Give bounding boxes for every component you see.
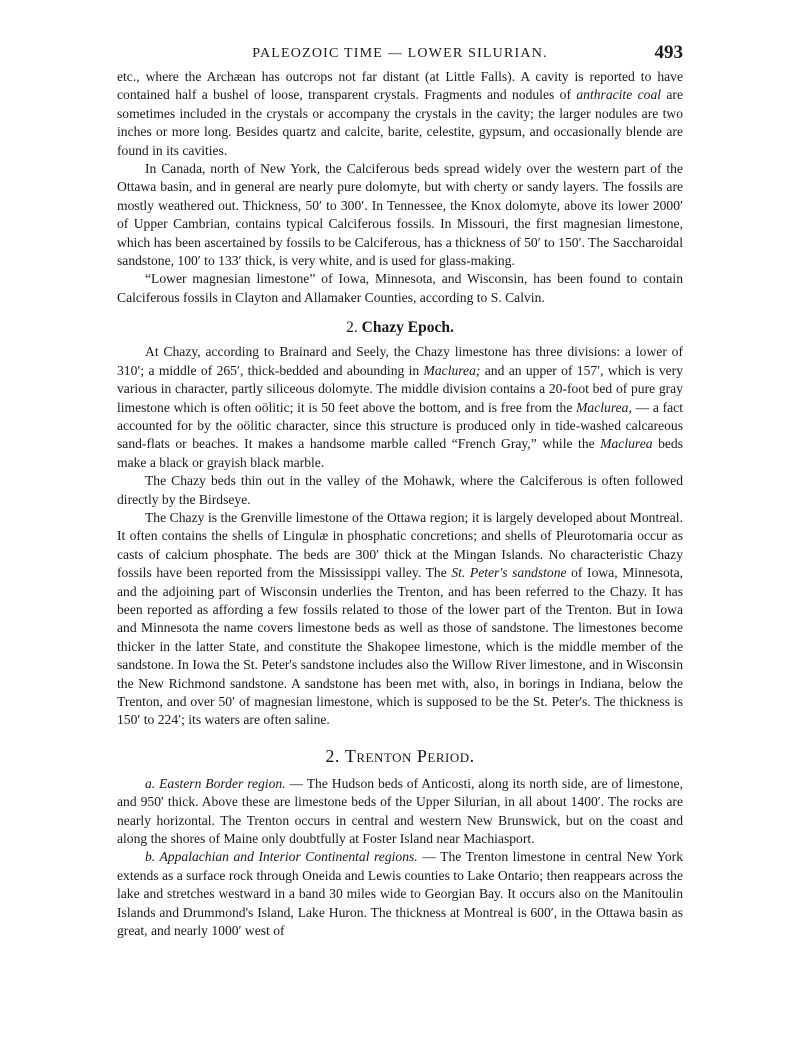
running-title: PALEOZOIC TIME — LOWER SILURIAN. <box>252 46 548 61</box>
heading-number: 2. <box>325 745 340 766</box>
paragraph-mohawk <box>117 472 683 509</box>
text-run: The Chazy beds thin out in the valley of the Mohawk, where the Calciferous is often followed directly by the Birdseye. <box>117 473 683 507</box>
text-run: — The Trenton limestone in central New York extends as a surface rock through Oneida and Lewis counties to Lake Ontario; then reappears across the lake and stretches westward in a band 30 miles wide to Georgian Bay. It occurs also on the Manitoulin Islands and Drummond's Island, Lake Huron. The thickness at Montreal is 600′, in the Ottawa basin as great, and nearly 1000′ west of <box>117 849 683 939</box>
text-run: At Chazy, according to Brainard and Seely, the Chazy limestone has three divisions: a lower of 310′; a middle of 265′, thick-bedded and abounding in <box>117 344 683 378</box>
text-run: etc., where the Archæan has outcrops not far distant (at Little Falls). A cavity is reported to have contained half a bushel of loose, transparent crystals. Fragments and nodules of <box>117 69 683 103</box>
italic-term: Maclurea, <box>576 399 632 415</box>
text-run: and an upper of 157′, which is very various in character, partly siliceous dolomyte. The middle division contains a 20-foot bed of pure gray limestone which is often oölitic; it is 50 feet above the bottom, and is free from the <box>117 362 684 415</box>
text-run: “Lower magnesian limestone” of Iowa, Minnesota, and Wisconsin, has been found to contain Calciferous fossils in Clayton and Allamaker Counties, according to S. Calvin. <box>117 271 683 305</box>
heading-number: 2. <box>346 319 358 337</box>
text-run: The Chazy is the Grenville limestone of the Ottawa region; it is largely developed about Montreal. It often contains the shells of Lingulæ in phosphatic concretions; and shells of Pleurotomaria occur as casts of calcium phosphate. The beds are 300′ thick at the Mingan Islands. No characteristic Chazy fossils have been reported from the Mississippi valley. The <box>117 509 683 581</box>
paragraph-appalachian <box>117 848 683 940</box>
italic-term: b. Appalachian and Interior Continental regions. <box>145 849 418 865</box>
italic-term: a. Eastern Border region. <box>145 775 286 791</box>
paragraph-eastern-border <box>117 775 683 849</box>
heading-chazy-epoch <box>117 319 683 337</box>
paragraph-grenville <box>117 509 683 730</box>
italic-term: St. Peter's sandstone <box>451 565 567 581</box>
text-run: are sometimes included in the crystals or accompany the crystals in the cavity; the larger nodules are two inches or more long. Besides quartz and calcite, barite, celestite, gypsum, and occasionally blende are found in its cavities. <box>117 87 683 158</box>
paragraph-lower-magnesian <box>117 270 683 307</box>
italic-term: Maclurea; <box>423 362 481 378</box>
paragraph-chazy-divisions <box>117 343 683 472</box>
italic-term: Maclurea <box>600 436 653 452</box>
heading-trenton-period <box>117 746 683 767</box>
text-run: In Canada, north of New York, the Calciferous beds spread widely over the western part of the Ottawa basin, and in general are nearly pure dolomyte, but with cherty or sandy layers. The fossils are mostly weathered out. Thickness, 50′ to 300′. In Tennessee, the Knox dolomyte, above its lower 2000′ of Upper Cambrian, contains typical Calciferous fossils. In Missouri, the first magnesian limestone, which has been ascertained by fossils to be Calciferous, has a thickness of 50′ to 150′. The Saccharoidal sandstone, 100′ to 133′ thick, is very white, and is used for glass-making. <box>117 161 683 269</box>
heading-title: Chazy Epoch. <box>361 319 454 337</box>
page-number: 493 <box>654 42 683 63</box>
heading-title: Trenton Period. <box>344 745 475 766</box>
text-run: — The Hudson beds of Anticosti, along its north side, are of limestone, and 950′ thick. Above these are limestone beds of the Upper Silurian, in all about 1400′. The rocks are nearly horizontal. The Trenton occurs in central and western New Brunswick, but on the coast and along the shores of Maine only doubtfully at Foster Island near Machiasport. <box>117 775 683 847</box>
italic-term: anthracite coal <box>576 87 662 103</box>
text-run: beds make a black or grayish black marble. <box>117 436 683 470</box>
paragraph-continuation <box>117 68 683 160</box>
text-run: of Iowa, Minnesota, and the adjoining part of Wisconsin underlies the Trenton, and has been referred to the Chazy. It has been reported as affording a few fossils related to those of the lower part of the Trenton. But in Iowa and Minnesota the name covers limestone beds as well as those of sandstone. The limestones become thicker in the latter State, and constitute the Shakopee limestone, which is the middle member of the sandstone. In Iowa the St. Peter's sandstone includes also the Willow River limestone, and in Wisconsin the New Richmond sandstone. A sandstone has been met with, also, in borings in Indiana, below the Trenton, and over 50′ of magnesian limestone, which is supposed to be the St. Peter's. The thickness is 150′ to 224′; its waters are often saline. <box>117 565 684 728</box>
text-run: — a fact accounted for by the oölitic character, since this structure is produced only in tide-washed calcareous sand-flats or beaches. It makes a handsome marble called “French Gray,” while the <box>117 399 683 452</box>
running-head <box>117 40 683 66</box>
body-text <box>117 68 683 940</box>
paragraph-canada <box>117 160 683 270</box>
